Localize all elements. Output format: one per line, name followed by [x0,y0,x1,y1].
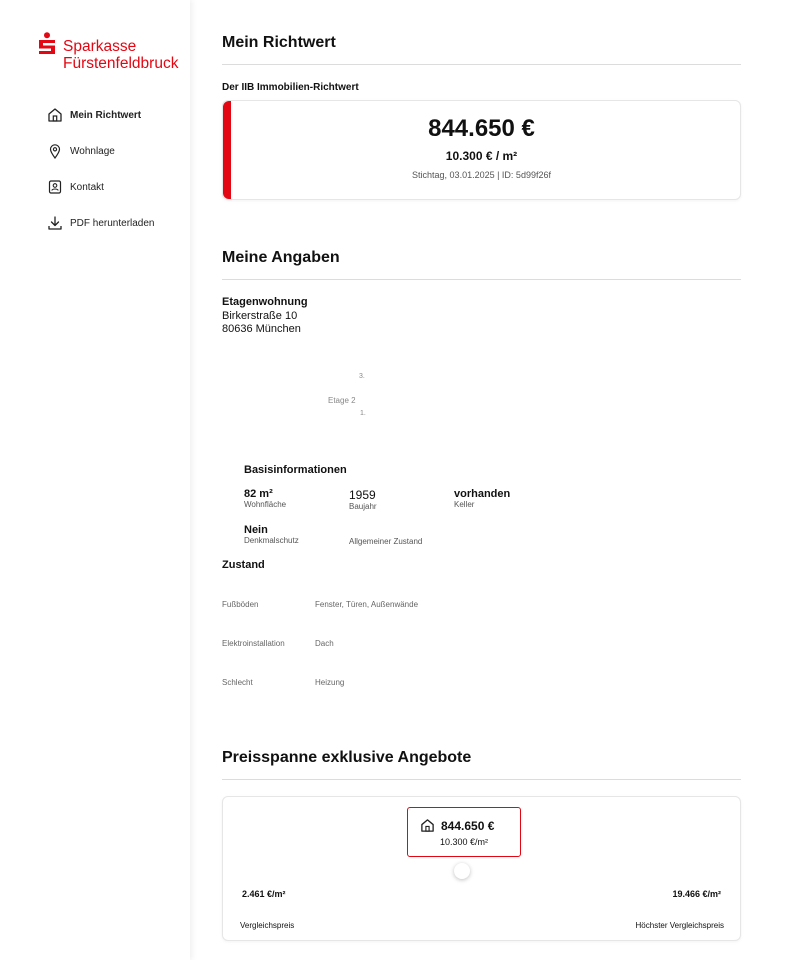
zustand-item: Schlecht [222,678,253,687]
divider [222,779,741,780]
zustand-title: Zustand [222,559,265,571]
preisspanne-card [222,796,741,941]
zustand-item: Fußböden [222,600,259,609]
sidebar [0,0,190,960]
property-street: Birkerstraße 10 [222,310,298,322]
brand-line-1: Sparkasse [63,38,137,55]
brand-line-2: Fürstenfeldbruck [63,55,179,72]
fact-label: Keller [454,500,475,509]
fact-baujahr [349,488,377,511]
sidebar-nav [46,97,155,241]
home-icon [46,106,64,124]
fact-wohnflaeche [244,488,286,509]
fact-value: 1959 [349,488,376,502]
sidebar-item-pdf-herunterladen[interactable] [46,205,155,241]
floor-label: Etage 2 [328,396,356,405]
section-title-meine-angaben: Meine Angaben [222,249,340,266]
richtwert-subtitle: Der IIB Immobilien-Richtwert [222,82,359,93]
richtwert-price-per-sqm: 10.300 € / m² [445,149,518,163]
fact-value: 82 m² [244,488,273,500]
location-pin-icon [46,142,64,160]
range-min-value: 2.461 €/m² [242,889,286,899]
sidebar-item-label: Wohnlage [70,145,115,157]
divider [222,279,741,280]
floor-marker-bottom: 1. [360,410,366,417]
fact-value: vorhanden [454,488,511,500]
richtwert-card [222,100,741,200]
fact-value: Nein [244,524,268,536]
zustand-item: Elektroinstallation [222,639,285,648]
sidebar-item-label: Kontakt [70,181,104,193]
sidebar-item-label: PDF herunterladen [70,217,155,229]
bubble-price-per-sqm: 10.300 €/m² [439,837,489,847]
property-city: 80636 München [222,323,301,335]
floor-marker-top: 3. [359,373,365,380]
range-max-label: Höchster Vergleichspreis [635,921,724,930]
section-title-preisspanne: Preisspanne exklusive Angebote [222,749,472,766]
bubble-price: 844.650 € [441,819,495,833]
range-max-value: 19.466 €/m² [672,889,721,899]
sidebar-item-label: Mein Richtwert [70,109,142,121]
zustand-item: Fenster, Türen, Außenwände [315,600,419,609]
zustand-item: Heizung [315,678,345,687]
range-min-label: Vergleichspreis [240,921,295,930]
contact-card-icon [46,178,64,196]
basisinformationen-title: Basisinformationen [244,464,347,476]
range-slider-knob[interactable] [454,863,470,879]
home-icon [420,818,435,838]
fact-label: Baujahr [349,502,377,511]
sparkasse-s-logo-icon [38,32,56,56]
fact-keller [454,488,510,509]
current-price-bubble [407,807,521,857]
richtwert-price: 844.650 € [428,115,535,142]
sidebar-item-mein-richtwert[interactable] [46,97,155,133]
download-icon [46,214,64,232]
richtwert-meta: Stichtag, 03.01.2025 | ID: 5d99f26f [412,170,551,180]
zustand-item: Dach [315,639,334,648]
fact-label: Denkmalschutz [244,536,299,545]
fact-denkmalschutz [244,524,299,545]
property-type: Etagenwohnung [222,296,308,308]
sidebar-item-wohnlage[interactable] [46,133,155,169]
divider [222,64,741,65]
general-condition-label: Allgemeiner Zustand [349,537,423,546]
fact-label: Wohnfläche [244,500,287,509]
sidebar-item-kontakt[interactable] [46,169,155,205]
section-title-mein-richtwert: Mein Richtwert [222,34,336,51]
